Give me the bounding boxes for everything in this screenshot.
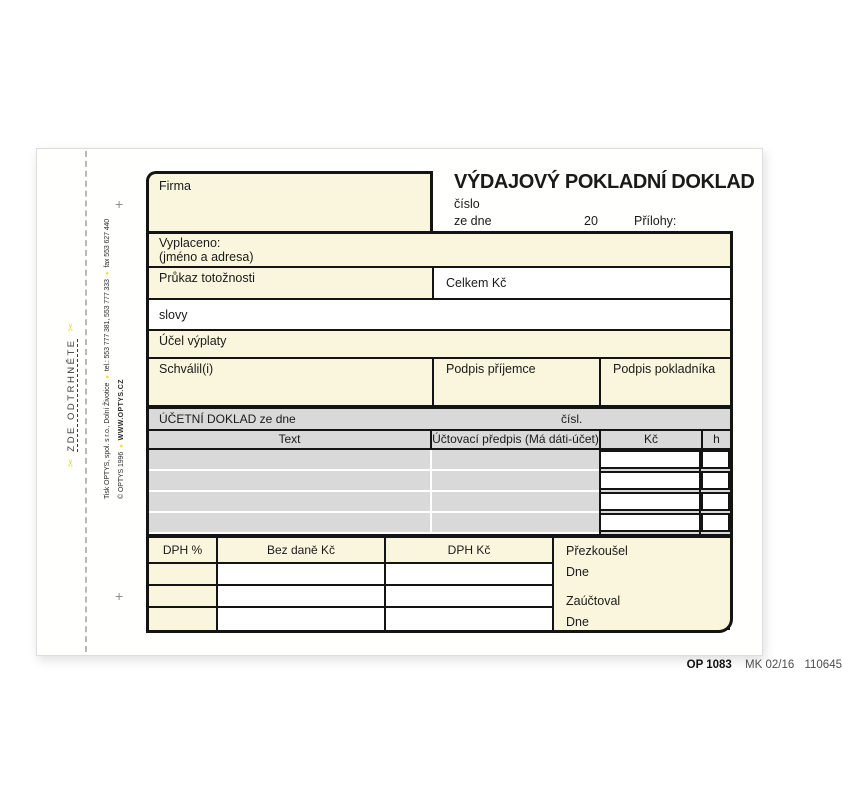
paid-to-sublabel: (jméno a adresa) [159,250,254,264]
edition-code: MK 02/16 [745,659,795,671]
vat-empty-rate-cell [149,586,216,606]
vat-empty-rate-cell [149,608,216,630]
paid-to-field [149,234,730,268]
vat-empty-base-cell [218,586,384,606]
vat-amount-header: DPH Kč [386,538,552,562]
attachments-field-label: Přílohy: [634,214,677,228]
payment-purpose-field [149,331,730,359]
printer-phone: tel.: 553 777 381, 553 777 333 [104,279,111,372]
vat-empty-base-cell [218,608,384,630]
vat-rate-header: DPH % [149,538,216,562]
amount-in-words-label: slovy [159,308,188,322]
review-date-label: Dne [566,565,589,579]
dot-separator-icon: ● [118,444,125,448]
acc-empty-kc-cell [599,492,701,511]
form-header [443,171,755,231]
posting-date-label: Dne [566,615,589,629]
number-field-label: číslo [454,197,480,211]
accounting-row [149,450,730,471]
product-code: OP 1083 [686,659,732,671]
recipient-signature-field [434,359,601,405]
dot-separator-icon: ● [104,271,111,276]
total-amount-field [434,268,730,298]
review-box [552,538,730,630]
acc-empty-posting-cell [432,471,599,492]
column-header-haler: h [713,432,720,446]
vat-section [149,534,730,630]
dot-separator-icon: ● [104,375,111,379]
reviewed-by-label: Přezkoušel [566,544,628,558]
vat-empty-amount-cell [386,608,552,630]
form-body [146,231,733,633]
scissors-icon: ✂ [66,458,77,467]
column-header-kc: Kč [601,431,703,448]
accounting-doc-number-label: čísl. [561,412,583,426]
amount-in-words-field [149,300,730,331]
paid-to-label: Vyplaceno: [159,236,221,250]
accounting-table-header [149,429,730,450]
accounting-doc-header [149,409,730,429]
accounting-table-body [149,450,730,534]
acc-empty-text-cell [149,450,432,471]
vat-empty-rate-cell [149,564,216,584]
acc-empty-posting-cell [432,513,599,534]
identity-total-row [149,268,730,300]
posted-by-label: Zaúčtoval [566,594,621,608]
acc-empty-kc-cell [599,471,701,490]
date-field-label: ze dne [454,214,492,228]
expense-voucher-form [146,171,842,671]
perforation-line [85,151,87,652]
vat-empty-amount-cell [386,586,552,606]
total-amount-label: Celkem Kč [446,276,507,290]
acc-empty-text-cell [149,471,432,492]
column-header-text: Text [149,431,432,448]
column-header-posting: Účtovací předpis (Má dáti-účet) [432,431,601,448]
accounting-row [149,471,730,492]
acc-empty-haler-cell [701,513,730,532]
registration-mark-top: + [115,196,124,212]
copyright-line [118,379,125,499]
tear-here-text: ZDE ODTRHNĚTE [66,338,77,452]
vat-empty-amount-cell [386,564,552,584]
website-text: WWW.OPTYS.CZ [118,379,125,441]
cashier-signature-label: Podpis pokladníka [613,362,716,376]
acc-empty-kc-cell [599,450,701,469]
printer-fax: fax 553 627 440 [104,218,111,268]
printer-imprint-line [104,219,111,499]
recipient-signature-label: Podpis příjemce [446,362,536,376]
identity-card-field [149,268,434,298]
vat-base-header: Bez daně Kč [218,538,384,562]
tear-here-label [66,323,77,467]
scissors-icon: ✂ [66,322,77,332]
accounting-row [149,492,730,513]
accounting-doc-label: ÚČETNÍ DOKLAD ze dne [159,412,296,426]
accounting-row [149,513,730,534]
vat-empty-base-cell [218,564,384,584]
acc-empty-text-cell [149,492,432,513]
acc-empty-posting-cell [432,492,599,513]
cashier-signature-field [601,359,730,405]
company-field-label: Firma [159,179,191,193]
acc-empty-text-cell [149,513,432,534]
date-row [443,214,733,228]
form-title: VÝDAJOVÝ POKLADNÍ DOKLAD [454,171,755,193]
acc-empty-haler-cell [701,471,730,490]
acc-empty-haler-cell [701,492,730,511]
voucher-sheet [36,148,842,671]
approved-by-field [149,359,434,405]
signatures-row [149,359,730,409]
form-footer [146,659,842,671]
printer-company: Tisk OPTYS, spol. s r.o., Dolní Životice [104,382,111,499]
vat-table [149,538,552,630]
company-field [146,171,433,231]
payment-purpose-label: Účel výplaty [159,334,227,348]
year-prefix: 20 [584,214,598,228]
registration-mark-bottom: + [115,588,124,604]
acc-empty-haler-cell [701,450,730,469]
acc-empty-kc-cell [599,513,701,532]
print-number: 110645 [804,659,842,671]
identity-card-label: Průkaz totožnosti [159,271,255,285]
approved-by-label: Schválil(i) [159,362,214,376]
copyright-text: © OPTYS 1996 [118,451,125,499]
acc-empty-posting-cell [432,450,599,471]
